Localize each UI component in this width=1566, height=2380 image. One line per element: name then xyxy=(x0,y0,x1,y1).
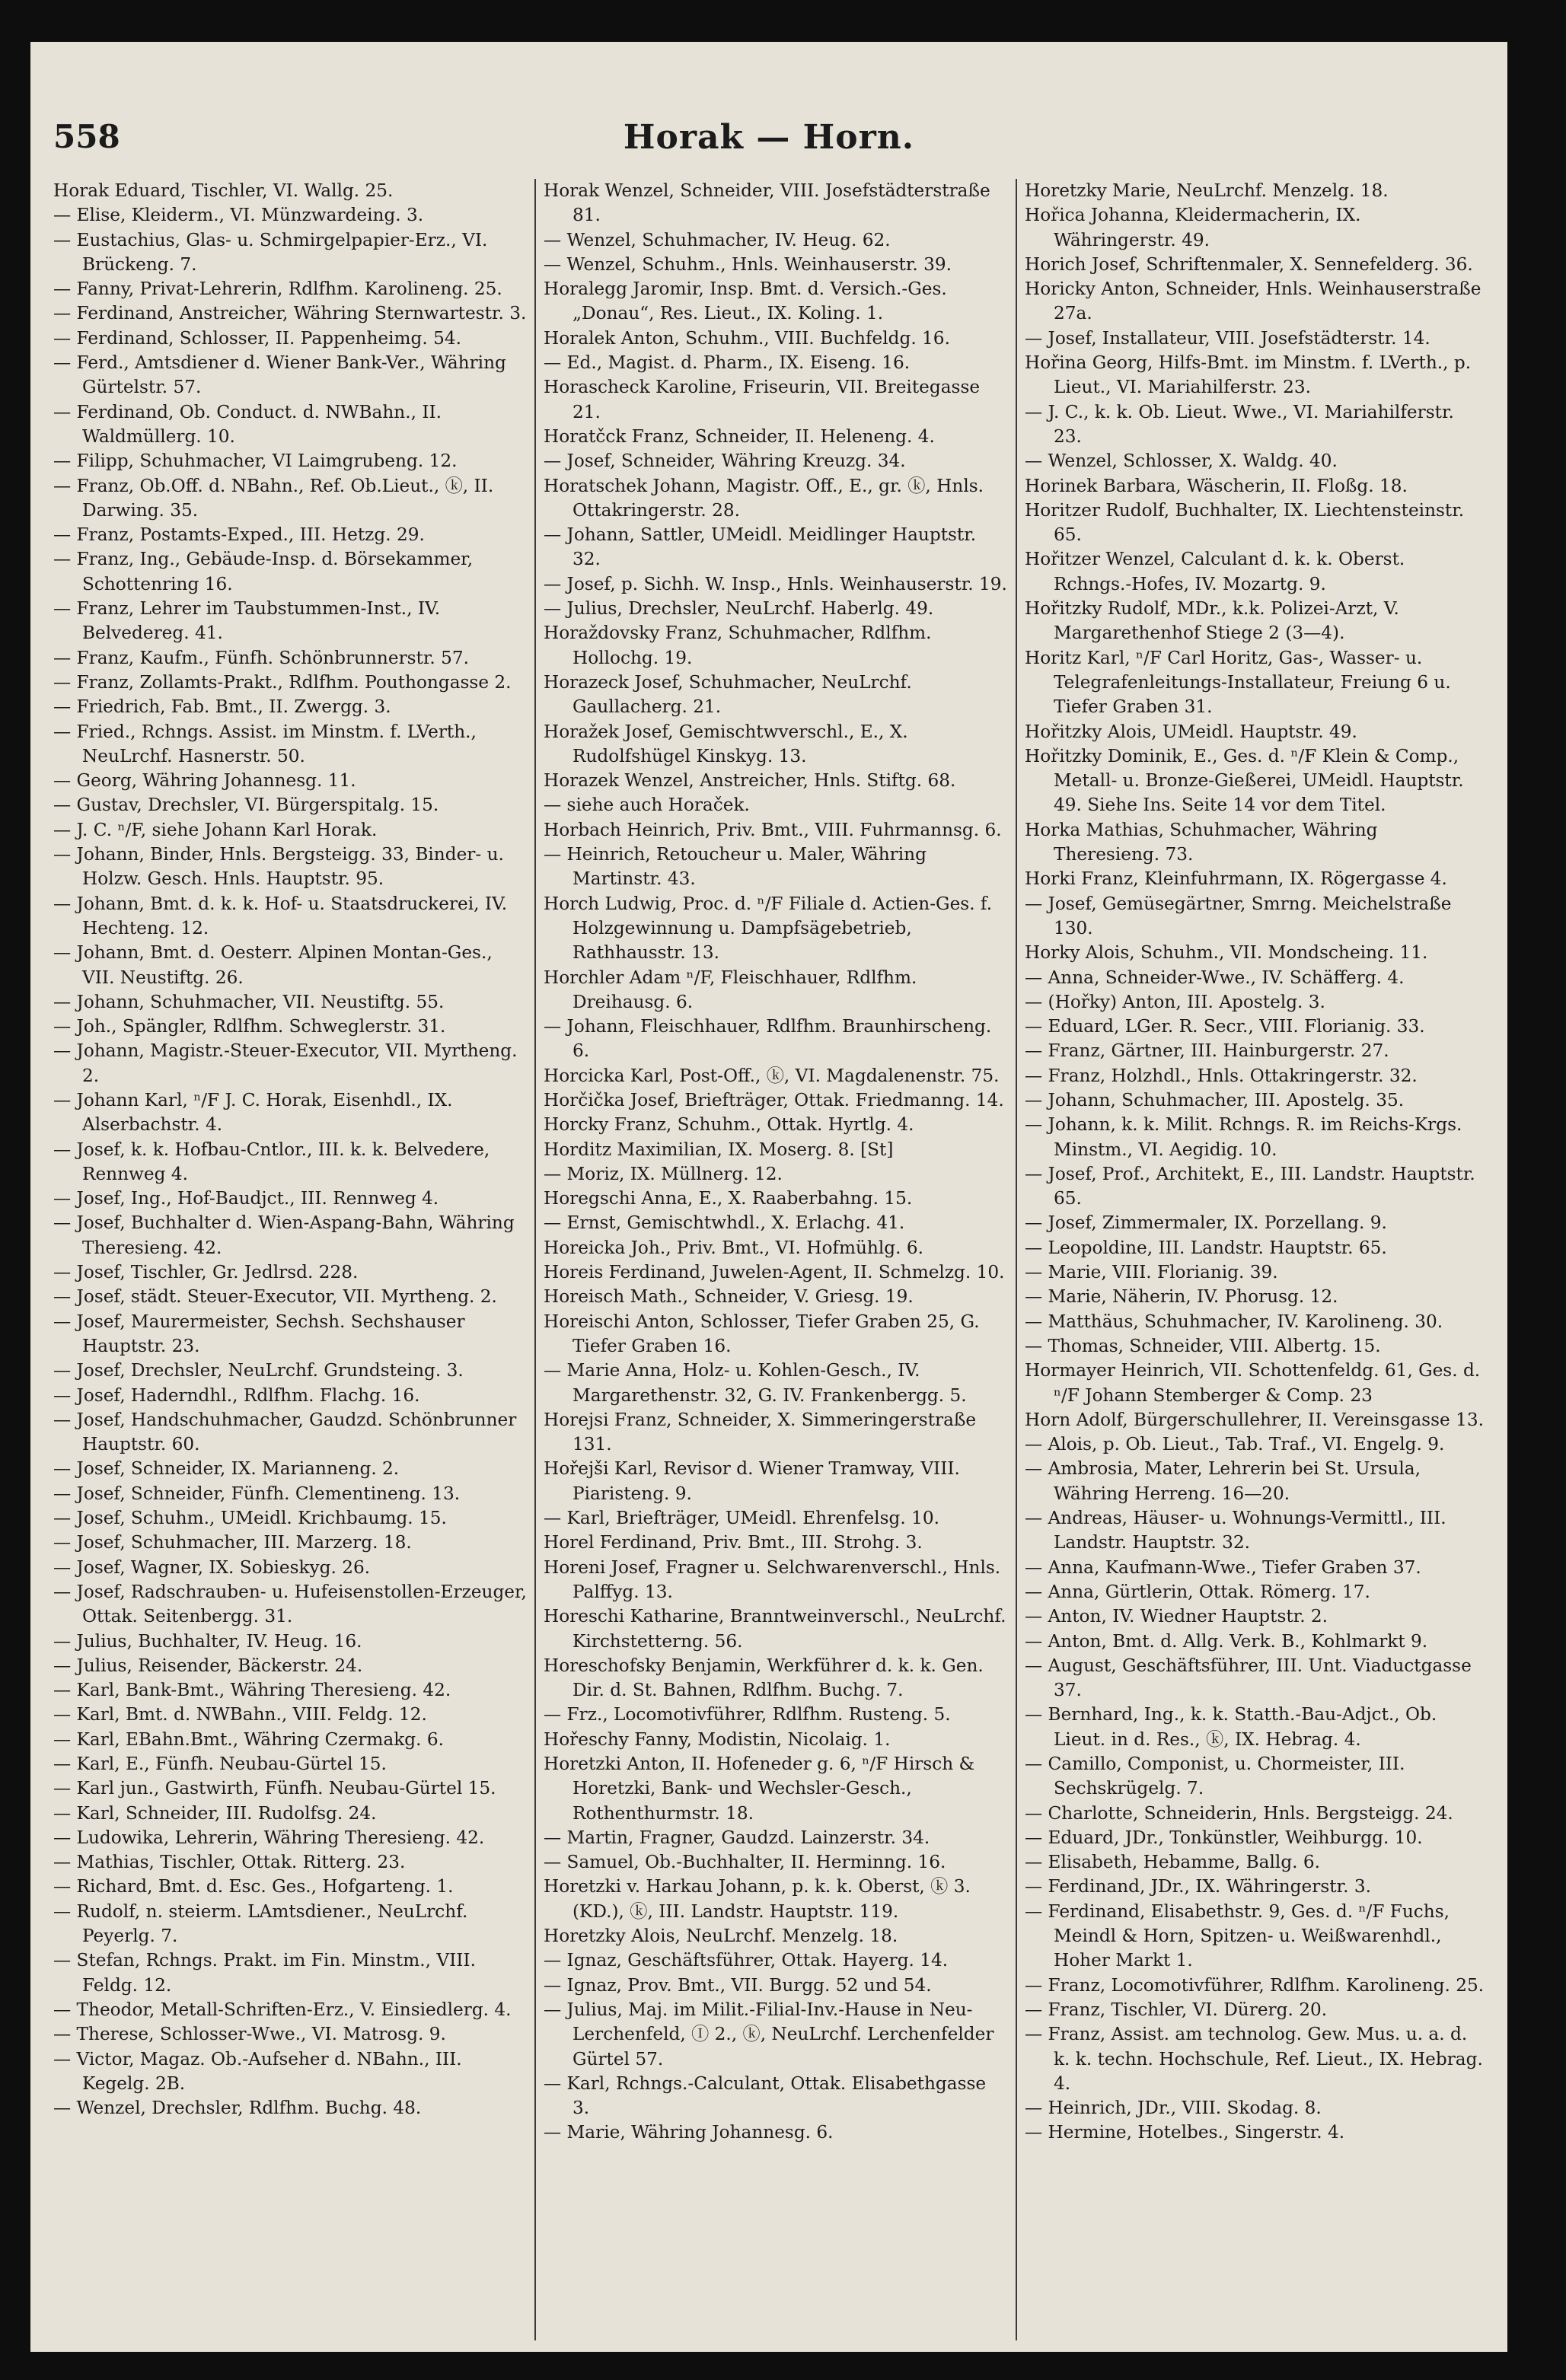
directory-entry: Horeischi Anton, Schlosser, Tiefer Graben 25, G. Tiefer Graben 16. xyxy=(544,1311,980,1356)
directory-entry: — Josef, städt. Steuer-Executor, VII. Myrtheng. 2. xyxy=(53,1286,497,1308)
directory-entry: — Ferdinand, Elisabethstr. 9, Ges. d. ⁿ/F Fuchs, Meindl & Horn, Spitzen- u. Weißwarenhdl., Hoher Markt 1. xyxy=(1025,1900,1450,1971)
directory-entry: — Alois, p. Ob. Lieut., Tab. Traf., VI. Engelg. 9. xyxy=(1025,1434,1445,1455)
directory-entry: Horinek Barbara, Wäscherin, II. Floßg. 18. xyxy=(1025,475,1408,496)
directory-entry: — Ferdinand, Schlosser, II. Pappenheimg. 54. xyxy=(53,327,462,349)
directory-entry: — Josef, p. Sichh. W. Insp., Hnls. Weinhauserstr. 19. xyxy=(544,573,1007,594)
directory-entry: Horki Franz, Kleinfuhrmann, IX. Rögergasse 4. xyxy=(1025,868,1447,890)
directory-entry: — Franz, Ob.Off. d. NBahn., Ref. Ob.Lieut., ⓚ, II. Darwing. 35. xyxy=(53,475,494,521)
page-number: 558 xyxy=(53,118,120,155)
directory-entry: — Franz, Assist. am technolog. Gew. Mus. u. a. d. k. k. techn. Hochschule, Ref. Lieut., IX. Hebrag. 4. xyxy=(1025,2024,1483,2094)
directory-entry: — Ignaz, Prov. Bmt., VII. Burgg. 52 und 54. xyxy=(544,1974,932,1996)
directory-entry: — Johann, Schuhmacher, III. Apostelg. 35. xyxy=(1025,1089,1405,1110)
directory-entry: — Eduard, LGer. R. Secr., VIII. Florianig. 33. xyxy=(1025,1016,1425,1037)
directory-entry: — Franz, Zollamts-Prakt., Rdlfhm. Pouthongasse 2. xyxy=(53,671,512,693)
directory-entry: Horeis Ferdinand, Juwelen-Agent, II. Schmelzg. 10. xyxy=(544,1262,1005,1283)
directory-entry: — Karl jun., Gastwirth, Fünfh. Neubau-Gürtel 15. xyxy=(53,1778,496,1799)
directory-entry: — Franz, Kaufm., Fünfh. Schönbrunnerstr. 57. xyxy=(53,647,470,668)
directory-entry: — Johann, Sattler, UMeidl. Meidlinger Hauptstr. 32. xyxy=(544,524,977,570)
directory-entry: — Filipp, Schuhmacher, VI Laimgrubeng. 12. xyxy=(53,451,458,472)
directory-entry: — Rudolf, n. steierm. LAmtsdiener., NeuLrchf. Peyerlg. 7. xyxy=(53,1900,468,1947)
directory-entry: — Johann, Bmt. d. k. k. Hof- u. Staatsdruckerei, IV. Hechteng. 12. xyxy=(53,893,508,938)
directory-entry: — Franz, Locomotivführer, Rdlfhm. Karolineng. 25. xyxy=(1025,1974,1485,1996)
directory-entry: — Marie, Näherin, IV. Phorusg. 12. xyxy=(1025,1286,1338,1308)
directory-entry: Horeicka Joh., Priv. Bmt., VI. Hofmühlg. 6. xyxy=(544,1237,923,1258)
directory-entry: — Karl, Rchngs.-Calculant, Ottak. Elisabethgasse 3. xyxy=(544,2073,987,2119)
directory-entry: — Karl, EBahn.Bmt., Währing Czermakg. 6. xyxy=(53,1728,444,1750)
directory-entry: — Josef, Prof., Architekt, E., III. Landstr. Hauptstr. 65. xyxy=(1025,1163,1475,1209)
directory-columns xyxy=(53,179,1492,2340)
directory-entry: — Franz, Gärtner, III. Hainburgerstr. 27. xyxy=(1025,1040,1389,1062)
directory-entry: Horich Josef, Schriftenmaler, X. Sennefelderg. 36. xyxy=(1025,253,1473,275)
directory-entry: — Julius, Reisender, Bäckerstr. 24. xyxy=(53,1655,363,1676)
directory-entry: Horak Eduard, Tischler, VI. Wallg. 25. xyxy=(53,180,394,201)
directory-entry: — Johann Karl, ⁿ/F J. C. Horak, Eisenhdl., IX. Alserbachstr. 4. xyxy=(53,1089,453,1136)
directory-entry: Hořitzer Wenzel, Calculant d. k. k. Oberst. Rchngs.-Hofes, IV. Mozartg. 9. xyxy=(1025,549,1405,594)
directory-entry: Hořitzky Rudolf, MDr., k.k. Polizei-Arzt, V. Margarethenhof Stiege 2 (3—4). xyxy=(1025,598,1399,644)
directory-entry: Horka Mathias, Schuhmacher, Währing Theresieng. 73. xyxy=(1025,819,1378,865)
directory-entry: — Wenzel, Schuhm., Hnls. Weinhauserstr. 39. xyxy=(544,253,952,275)
directory-entry: Horel Ferdinand, Priv. Bmt., III. Strohg. 3. xyxy=(544,1532,923,1553)
directory-entry: — Martin, Fragner, Gaudzd. Lainzerstr. 34. xyxy=(544,1827,930,1848)
directory-entry: — Franz, Holzhdl., Hnls. Ottakringerstr. 32. xyxy=(1025,1065,1418,1086)
directory-entry: Horčička Josef, Briefträger, Ottak. Friedmanng. 14. xyxy=(544,1089,1004,1110)
directory-entry: — Matthäus, Schuhmacher, IV. Karolineng. 30. xyxy=(1025,1311,1443,1332)
directory-entry: Hormayer Heinrich, VII. Schottenfeldg. 61, Ges. d. ⁿ/F Johann Stemberger & Comp. 23 xyxy=(1025,1360,1481,1406)
directory-entry: — Friedrich, Fab. Bmt., II. Zwergg. 3. xyxy=(53,696,391,718)
directory-entry: — Josef, Drechsler, NeuLrchf. Grundsteing. 3. xyxy=(53,1360,464,1381)
directory-entry: — Frz., Locomotivführer, Rdlfhm. Rusteng. 5. xyxy=(544,1704,951,1725)
directory-entry: — Josef, Tischler, Gr. Jedlrsd. 228. xyxy=(53,1262,359,1283)
directory-entry: — Ferd., Amtsdiener d. Wiener Bank-Ver., Währing Gürtelstr. 57. xyxy=(53,352,506,398)
directory-entry: — Moriz, IX. Müllnerg. 12. xyxy=(544,1163,783,1184)
directory-entry: — Therese, Schlosser-Wwe., VI. Matrosg. 9. xyxy=(53,2024,446,2045)
directory-entry: — Josef, Radschrauben- u. Hufeisenstollen-Erzeuger, Ottak. Seitenbergg. 31. xyxy=(53,1581,527,1627)
directory-entry: Horch Ludwig, Proc. d. ⁿ/F Filiale d. Actien-Ges. f. Holzgewinnung u. Dampfsägebetrieb, Rathhausstr. 13. xyxy=(544,893,993,964)
directory-entry: — Josef, Schneider, Fünfh. Clementineng. 13. xyxy=(53,1483,461,1504)
directory-entry: Horbach Heinrich, Priv. Bmt., VIII. Fuhrmannsg. 6. xyxy=(544,819,1002,840)
directory-entry: — Anna, Schneider-Wwe., IV. Schäfferg. 4. xyxy=(1025,967,1405,988)
directory-entry: — Ferdinand, JDr., IX. Währingerstr. 3. xyxy=(1025,1876,1371,1897)
directory-entry: — Leopoldine, III. Landstr. Hauptstr. 65. xyxy=(1025,1237,1387,1258)
directory-entry: Hořica Johanna, Kleidermacherin, IX. Währingerstr. 49. xyxy=(1025,205,1361,250)
directory-entry: — Ambrosia, Mater, Lehrerin bei St. Ursula, Währing Herreng. 16—20. xyxy=(1025,1458,1421,1504)
directory-entry: — Ed., Magist. d. Pharm., IX. Eiseng. 16. xyxy=(544,352,911,374)
directory-entry: — Eduard, JDr., Tonkünstler, Weihburgg. 10. xyxy=(1025,1827,1423,1848)
directory-entry: — Stefan, Rchngs. Prakt. im Fin. Minstm., VIII. Feldg. 12. xyxy=(53,1950,476,1996)
directory-entry: Hořejši Karl, Revisor d. Wiener Tramway, VIII. Piaristeng. 9. xyxy=(544,1458,960,1504)
directory-entry: — Charlotte, Schneiderin, Hnls. Bergsteigg. 24. xyxy=(1025,1802,1453,1824)
directory-entry: Horitzer Rudolf, Buchhalter, IX. Liechtensteinstr. 65. xyxy=(1025,499,1465,546)
directory-entry: Horky Alois, Schuhm., VII. Mondscheing. 11. xyxy=(1025,942,1428,964)
directory-entry: — Josef, Haderndhl., Rdlfhm. Flachg. 16. xyxy=(53,1384,420,1406)
column-right xyxy=(1016,179,1492,2340)
directory-entry: — Fried., Rchngs. Assist. im Minstm. f. LVerth., NeuLrchf. Hasnerstr. 50. xyxy=(53,721,477,766)
directory-entry: — Ernst, Gemischtwhdl., X. Erlachg. 41. xyxy=(544,1212,905,1234)
directory-entry: Horeschofsky Benjamin, Werkführer d. k. k. Gen. Dir. d. St. Bahnen, Rdlfhm. Buchg. 7. xyxy=(544,1655,984,1701)
directory-entry: — Hermine, Hotelbes., Singerstr. 4. xyxy=(1025,2122,1345,2143)
directory-entry: — Ludowika, Lehrerin, Währing Theresieng. 42. xyxy=(53,1827,485,1848)
directory-entry: — Josef, Buchhalter d. Wien-Aspang-Bahn, Währing Theresieng. 42. xyxy=(53,1212,515,1258)
directory-entry: — Julius, Maj. im Milit.-Filial-Inv.-Hause in Neu-Lerchenfeld, Ⓘ 2., ⓚ, NeuLrchf. Lerchenfelder Gürtel 57. xyxy=(544,1999,994,2069)
directory-entry: — Andreas, Häuser- u. Wohnungs-Vermittl., III. Landstr. Hauptstr. 32. xyxy=(1025,1508,1446,1553)
directory-entry: — Joh., Spängler, Rdlfhm. Schweglerstr. 31. xyxy=(53,1016,446,1037)
directory-entry: — Josef, Schuhm., UMeidl. Krichbaumg. 15. xyxy=(53,1508,447,1529)
directory-entry: Horaždovsky Franz, Schuhmacher, Rdlfhm. Hollochg. 19. xyxy=(544,623,932,668)
directory-entry: Horn Adolf, Bürgerschullehrer, II. Vereinsgasse 13. xyxy=(1025,1409,1484,1430)
directory-entry: — Ferdinand, Anstreicher, Währing Sternwartestr. 3. xyxy=(53,303,527,324)
directory-entry: — Marie, VIII. Florianig. 39. xyxy=(1025,1262,1278,1283)
directory-entry: — Franz, Tischler, VI. Dürerg. 20. xyxy=(1025,1999,1328,2020)
directory-entry: — Marie Anna, Holz- u. Kohlen-Gesch., IV. Margarethenstr. 32, G. IV. Frankenbergg. 5. xyxy=(544,1360,967,1406)
directory-entry: Horcky Franz, Schuhm., Ottak. Hyrtlg. 4. xyxy=(544,1114,914,1136)
directory-entry: — Samuel, Ob.-Buchhalter, II. Herminng. 16. xyxy=(544,1852,946,1873)
directory-entry: — Mathias, Tischler, Ottak. Ritterg. 23. xyxy=(53,1852,406,1873)
directory-entry: — Julius, Drechsler, NeuLrchf. Haberlg. 49. xyxy=(544,598,934,620)
directory-entry: Horazeck Josef, Schuhmacher, NeuLrchf. Gaullacherg. 21. xyxy=(544,671,912,718)
directory-entry: — Julius, Buchhalter, IV. Heug. 16. xyxy=(53,1630,362,1652)
directory-entry: Horditz Maximilian, IX. Moserg. 8. [St] xyxy=(544,1139,894,1160)
directory-entry: — Heinrich, JDr., VIII. Skodag. 8. xyxy=(1025,2098,1322,2119)
directory-entry: Horetzki v. Harkau Johann, p. k. k. Oberst, ⓚ 3. (KD.), ⓚ, III. Landstr. Hauptstr. 119. xyxy=(544,1876,971,1922)
directory-entry: Horažek Josef, Gemischtwverschl., E., X. Rudolfshügel Kinskyg. 13. xyxy=(544,721,908,766)
directory-entry: — Franz, Ing., Gebäude-Insp. d. Börsekammer, Schottenring 16. xyxy=(53,549,474,594)
directory-entry: Hořina Georg, Hilfs-Bmt. im Minstm. f. LVerth., p. Lieut., VI. Mariahilferstr. 23. xyxy=(1025,352,1472,398)
directory-entry: Horeisch Math., Schneider, V. Griesg. 19. xyxy=(544,1286,914,1308)
directory-entry: Horetzky Marie, NeuLrchf. Menzelg. 18. xyxy=(1025,180,1389,201)
page-header xyxy=(30,118,1507,164)
directory-entry: — Elisabeth, Hebamme, Ballg. 6. xyxy=(1025,1852,1321,1873)
page-title: Horak — Horn. xyxy=(623,118,915,157)
directory-entry: — Josef, Handschuhmacher, Gaudzd. Schönbrunner Hauptstr. 60. xyxy=(53,1409,517,1455)
directory-entry: — Anton, IV. Wiedner Hauptstr. 2. xyxy=(1025,1606,1328,1627)
directory-entry: — Johann, Bmt. d. Oesterr. Alpinen Montan-Ges., VII. Neustiftg. 26. xyxy=(53,942,493,988)
directory-entry: — August, Geschäftsführer, III. Unt. Viaductgasse 37. xyxy=(1025,1655,1472,1701)
directory-entry: — Johann, Binder, Hnls. Bergsteigg. 33, Binder- u. Holzw. Gesch. Hnls. Hauptstr. 95. xyxy=(53,844,504,890)
directory-entry: — Ignaz, Geschäftsführer, Ottak. Hayerg. 14. xyxy=(544,1950,949,1971)
directory-entry: Horetzky Alois, NeuLrchf. Menzelg. 18. xyxy=(544,1926,898,1947)
directory-entry: Horicky Anton, Schneider, Hnls. Weinhauserstraße 27a. xyxy=(1025,279,1481,324)
directory-entry: Horegschi Anna, E., X. Raaberbahng. 15. xyxy=(544,1188,913,1209)
directory-entry: Horeni Josef, Fragner u. Selchwarenverschl., Hnls. Palffyg. 13. xyxy=(544,1556,1001,1602)
directory-entry: Horetzki Anton, II. Hofeneder g. 6, ⁿ/F Hirsch & Horetzki, Bank- und Wechsler-Gesch., Rothenthurmstr. 18. xyxy=(544,1754,975,1824)
directory-entry: — Marie, Währing Johannesg. 6. xyxy=(544,2122,834,2143)
directory-entry: — Heinrich, Retoucheur u. Maler, Währing Martinstr. 43. xyxy=(544,844,927,890)
directory-entry: — Georg, Währing Johannesg. 11. xyxy=(53,770,356,792)
directory-entry: — Theodor, Metall-Schriften-Erz., V. Einsiedlerg. 4. xyxy=(53,1999,512,2020)
directory-entry: Horak Wenzel, Schneider, VIII. Josefstädterstraße 81. xyxy=(544,180,990,226)
directory-entry: — Josef, Ing., Hof-Baudjct., III. Rennweg 4. xyxy=(53,1188,439,1209)
directory-entry: — Josef, Schneider, IX. Marianneng. 2. xyxy=(53,1458,400,1480)
directory-entry: — Karl, Bmt. d. NWBahn., VIII. Feldg. 12. xyxy=(53,1704,427,1725)
directory-entry: — Camillo, Componist, u. Chormeister, III. Sechskrügelg. 7. xyxy=(1025,1754,1405,1799)
directory-entry: Horazek Wenzel, Anstreicher, Hnls. Stiftg. 68. xyxy=(544,770,956,792)
directory-entry: — Johann, Fleischhauer, Rdlfhm. Braunhirscheng. 6. xyxy=(544,1016,992,1062)
directory-entry: — Josef, Schuhmacher, III. Marzerg. 18. xyxy=(53,1532,412,1553)
directory-entry: — Karl, E., Fünfh. Neubau-Gürtel 15. xyxy=(53,1754,387,1774)
directory-entry: Horatčck Franz, Schneider, II. Heleneng. 4. xyxy=(544,425,935,447)
directory-entry: — Elise, Kleiderm., VI. Münzwardeing. 3. xyxy=(53,205,424,226)
directory-entry: — Thomas, Schneider, VIII. Albertg. 15. xyxy=(1025,1335,1381,1356)
directory-entry: — Karl, Bank-Bmt., Währing Theresieng. 42. xyxy=(53,1680,451,1701)
directory-entry: Horejsi Franz, Schneider, X. Simmeringerstraße 131. xyxy=(544,1409,977,1455)
directory-entry: — Josef, Gemüsegärtner, Smrng. Meichelstraße 130. xyxy=(1025,893,1452,938)
column-middle xyxy=(534,179,1016,2340)
directory-entry: — Anna, Kaufmann-Wwe., Tiefer Graben 37. xyxy=(1025,1556,1421,1578)
directory-entry: — Josef, Maurermeister, Sechsh. Sechshauser Hauptstr. 23. xyxy=(53,1311,465,1356)
directory-entry: — Victor, Magaz. Ob.-Aufseher d. NBahn., III. Kegelg. 2B. xyxy=(53,2048,462,2094)
directory-entry: — Franz, Postamts-Exped., III. Hetzg. 29. xyxy=(53,524,425,546)
directory-entry: — Josef, Installateur, VIII. Josefstädterstr. 14. xyxy=(1025,327,1430,349)
directory-entry: Horatschek Johann, Magistr. Off., E., gr. ⓚ, Hnls. Ottakringerstr. 28. xyxy=(544,475,984,521)
directory-entry: — Wenzel, Schlosser, X. Waldg. 40. xyxy=(1025,451,1338,472)
directory-entry: — Johann, Schuhmacher, VII. Neustiftg. 55. xyxy=(53,991,445,1012)
directory-entry: Horalegg Jaromir, Insp. Bmt. d. Versich.-Ges. „Donau“, Res. Lieut., IX. Koling. 1. xyxy=(544,279,947,324)
directory-entry: — siehe auch Horaček. xyxy=(544,795,750,816)
directory-page xyxy=(30,42,1507,2352)
directory-entry: Hořitzky Alois, UMeidl. Hauptstr. 49. xyxy=(1025,721,1357,742)
directory-entry: — Anna, Gürtlerin, Ottak. Römerg. 17. xyxy=(1025,1581,1370,1602)
directory-entry: — Richard, Bmt. d. Esc. Ges., Hofgarteng. 1. xyxy=(53,1876,454,1897)
directory-entry: — Bernhard, Ing., k. k. Statth.-Bau-Adjct., Ob. Lieut. in d. Res., ⓚ, IX. Hebrag. 4. xyxy=(1025,1704,1437,1750)
directory-entry: Horchler Adam ⁿ/F, Fleischhauer, Rdlfhm. Dreihausg. 6. xyxy=(544,967,917,1012)
directory-entry: — Josef, Wagner, IX. Sobieskyg. 26. xyxy=(53,1556,371,1578)
directory-entry: Hořitzky Dominik, E., Ges. d. ⁿ/F Klein & Comp., Metall- u. Bronze-Gießerei, UMeidl. Hauptstr. 49. Siehe Ins. Seite 14 vor dem Titel. xyxy=(1025,745,1464,816)
directory-entry: Horeschi Katharine, Branntweinverschl., NeuLrchf. Kirchstetterng. 56. xyxy=(544,1606,1006,1652)
directory-entry: Horascheck Karoline, Friseurin, VII. Breitegasse 21. xyxy=(544,377,981,422)
directory-entry: Horcicka Karl, Post-Off., ⓚ, VI. Magdalenenstr. 75. xyxy=(544,1065,1000,1086)
directory-entry: — Wenzel, Schuhmacher, IV. Heug. 62. xyxy=(544,229,891,250)
directory-entry: — Josef, Zimmermaler, IX. Porzellang. 9. xyxy=(1025,1212,1387,1234)
directory-entry: — Johann, k. k. Milit. Rchngs. R. im Reichs-Krgs. Minstm., VI. Aegidig. 10. xyxy=(1025,1114,1462,1160)
directory-entry: — Anton, Bmt. d. Allg. Verk. B., Kohlmarkt 9. xyxy=(1025,1630,1428,1652)
directory-entry: — Gustav, Drechsler, VI. Bürgerspitalg. 15. xyxy=(53,795,439,816)
directory-entry: — Josef, k. k. Hofbau-Cntlor., III. k. k. Belvedere, Rennweg 4. xyxy=(53,1139,490,1184)
directory-entry: — Josef, Schneider, Währing Kreuzg. 34. xyxy=(544,451,906,472)
directory-entry: Hořeschy Fanny, Modistin, Nicolaig. 1. xyxy=(544,1728,891,1750)
directory-entry: — Franz, Lehrer im Taubstummen-Inst., IV. Belvedereg. 41. xyxy=(53,598,441,644)
directory-entry: — J. C. ⁿ/F, siehe Johann Karl Horak. xyxy=(53,819,378,840)
column-left xyxy=(53,179,534,2340)
directory-entry: Horalek Anton, Schuhm., VIII. Buchfeldg. 16. xyxy=(544,327,950,349)
directory-entry: — Karl, Briefträger, UMeidl. Ehrenfelsg. 10. xyxy=(544,1508,939,1529)
directory-entry: Horitz Karl, ⁿ/F Carl Horitz, Gas-, Wasser- u. Telegrafenleitungs-Installateur, Freiung 6 u. Tiefer Graben 31. xyxy=(1025,647,1451,718)
directory-entry: — Karl, Schneider, III. Rudolfsg. 24. xyxy=(53,1802,377,1824)
directory-entry: — Ferdinand, Ob. Conduct. d. NWBahn., II. Waldmüllerg. 10. xyxy=(53,401,442,447)
directory-entry: — Johann, Magistr.-Steuer-Executor, VII. Myrtheng. 2. xyxy=(53,1040,518,1086)
directory-entry: — Eustachius, Glas- u. Schmirgelpapier-Erz., VI. Brückeng. 7. xyxy=(53,229,488,275)
directory-entry: — Wenzel, Drechsler, Rdlfhm. Buchg. 48. xyxy=(53,2098,422,2119)
directory-entry: — (Hořky) Anton, III. Apostelg. 3. xyxy=(1025,991,1325,1012)
directory-entry: — J. C., k. k. Ob. Lieut. Wwe., VI. Mariahilferstr. 23. xyxy=(1025,401,1454,447)
directory-entry: — Fanny, Privat-Lehrerin, Rdlfhm. Karolineng. 25. xyxy=(53,279,502,300)
